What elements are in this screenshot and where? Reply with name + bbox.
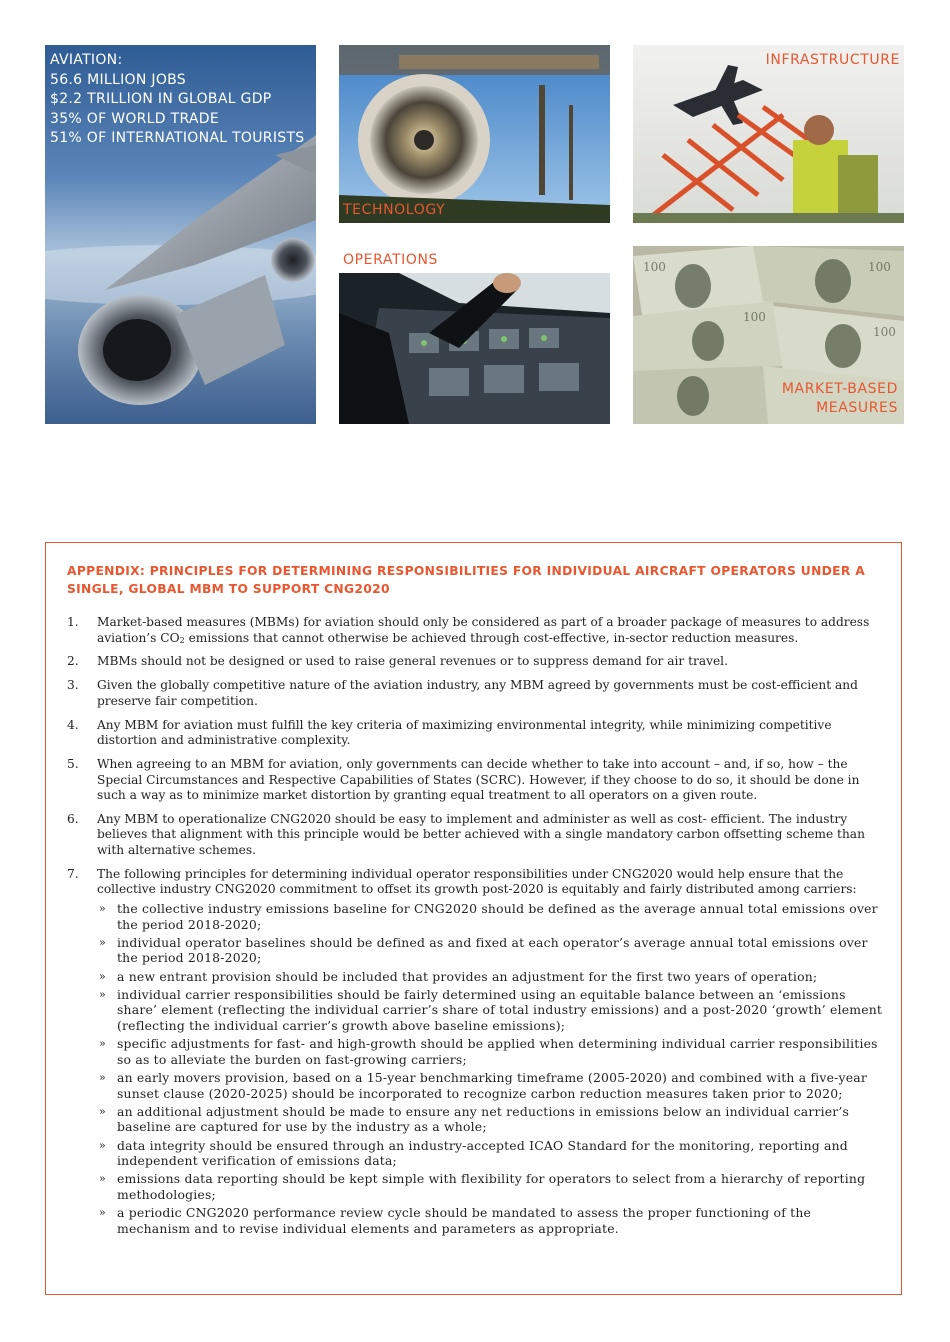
sub-principle-item: » an early movers provision, based on a 15-year benchmarking timeframe (2005-2020) and combined with a five-year sunset clause (2020-2025) should be incorporated to recognize carbon reduction measures taken prior to 2020; [97,1070,883,1101]
sub-principle-item: » data integrity should be ensured through an industry-accepted ICAO Standard for the monitoring, reporting and independent verification of emissions data; [97,1138,883,1169]
principle-item [67,678,883,709]
principle-text: MBMs should not be designed or used to raise general revenues or to suppress demand for air travel. [97,654,728,669]
stat-trade: 35% OF WORLD TRADE [50,110,220,127]
svg-text:100: 100 [873,325,896,339]
cockpit-illustration [339,273,610,424]
market-caption-line2: MEASURES [816,400,898,416]
principle-number: 2. [67,654,79,669]
principle-text: The following principles for determining individual operator responsibilities under CNG2020 would help ensure that the collective industry CNG2020 commitment to offset its growth post-2020 is equitably and fairly distributed among carriers: [97,866,857,897]
principle-text: When agreeing to an MBM for aviation, only governments can decide whether to take into account – and, if so, how – the Special Circumstances and Respective Capabilities of States (SCRC). However, if they choose to do so, it should be done in such a way as to minimize market distortion by granting equal treatment to all operators on a given route. [97,756,860,803]
principle-number: 5. [67,756,79,771]
principle-text: Any MBM for aviation must fulfill the key criteria of maximizing environmental integrity, while minimizing competitive distortion and administrative complexity. [97,717,832,748]
technology-photo [339,45,610,223]
sub-principle-item: » emissions data reporting should be kept simple with flexibility for operators to select from a hierarchy of reporting methodologies; [97,1171,883,1202]
principle-item [67,654,883,670]
principle-item [67,867,883,1236]
market-caption [782,380,898,418]
principle-item [67,615,883,646]
svg-text:100: 100 [643,260,666,274]
runway-lights-illustration [633,45,904,223]
stat-heading: AVIATION: [50,52,123,68]
jet-engine-illustration [339,45,610,223]
sub-principle-item: » a new entrant provision should be included that provides an adjustment for the first two years of operation; [97,969,883,985]
market-caption-line1: MARKET-BASED [781,381,898,397]
principle-text: Any MBM to operationalize CNG2020 should be easy to implement and administer as well as cost- efficient. The industry believes that alignment with this principle would be better achieved with a single mandatory carbon offsetting scheme than with alternative schemes. [97,811,865,858]
sub-principle-item: » the collective industry emissions baseline for CNG2020 should be defined as the average annual total emissions over the period 2018-2020; [97,901,883,932]
aviation-stats [50,51,304,149]
operations-photo [339,273,610,424]
principle-number: 1. [67,615,79,629]
principle-number: 6. [67,811,79,826]
infrastructure-caption: INFRASTRUCTURE [765,52,900,68]
sub-principle-item: » an additional adjustment should be made to ensure any net reductions in emissions below an individual carrier’s baseline are captured for use by the industry as a whole; [97,1104,883,1135]
sub-principle-item: » individual carrier responsibilities should be fairly determined using an equitable balance between an ‘emissions share’ element (reflecting the individual carrier’s share of total industry emissions) and a post-2020 ‘growth’ element (reflecting the individual carrier’s growth above baseline emissions); [97,987,883,1034]
operations-caption: OPERATIONS [343,252,439,268]
sub-principle-item: » specific adjustments for fast- and high-growth should be applied when determining individual carrier responsibilities so as to alleviate the burden on fast-growing carriers; [97,1036,883,1067]
principle-text: Market-based measures (MBMs) for aviation should only be considered as part of a broader package of measures to address aviation’s $CO_2$ emissions that cannot otherwise be achieved through cost-effective, in-sector reduction measures. [97,615,870,645]
principle-item [67,757,883,804]
stat-tourists: 51% OF INTERNATIONAL TOURISTS [50,130,305,146]
principle-number: 7. [67,866,79,881]
technology-caption: TECHNOLOGY [343,202,446,218]
aviation-photo [45,45,316,424]
svg-text:100: 100 [743,310,766,324]
principle-text: Given the globally competitive nature of the aviation industry, any MBM agreed by governments must be cost-efficient and preserve fair competition. [97,678,858,708]
sub-principle-item: » individual operator baselines should be defined as and fixed at each operator’s average annual total emissions over the period 2018-2020; [97,935,883,966]
principle-item [67,812,883,859]
principle-number: 4. [67,717,79,732]
principles-list [67,615,883,1244]
sub-principle-item: » a periodic CNG2020 performance review cycle should be mandated to assess the proper functioning of the mechanism and to revise individual elements and parameters as appropriate. [97,1205,883,1236]
sub-principles-list [97,901,883,1236]
principle-number: 3. [67,678,79,693]
infrastructure-photo [633,45,904,223]
principle-item [67,718,883,749]
svg-text:100: 100 [868,260,891,274]
stat-gdp: $2.2 TRILLION IN GLOBAL GDP [50,91,272,107]
stat-jobs: 56.6 MILLION JOBS [50,71,186,88]
market-photo [633,246,904,424]
appendix-box [45,542,902,1295]
appendix-title: APPENDIX: PRINCIPLES FOR DETERMINING RESPONSIBILITIES FOR INDIVIDUAL AIRCRAFT OPERATORS UNDER A SINGLE, GLOBAL MBM TO SUPPORT CNG2020 [67,564,866,596]
